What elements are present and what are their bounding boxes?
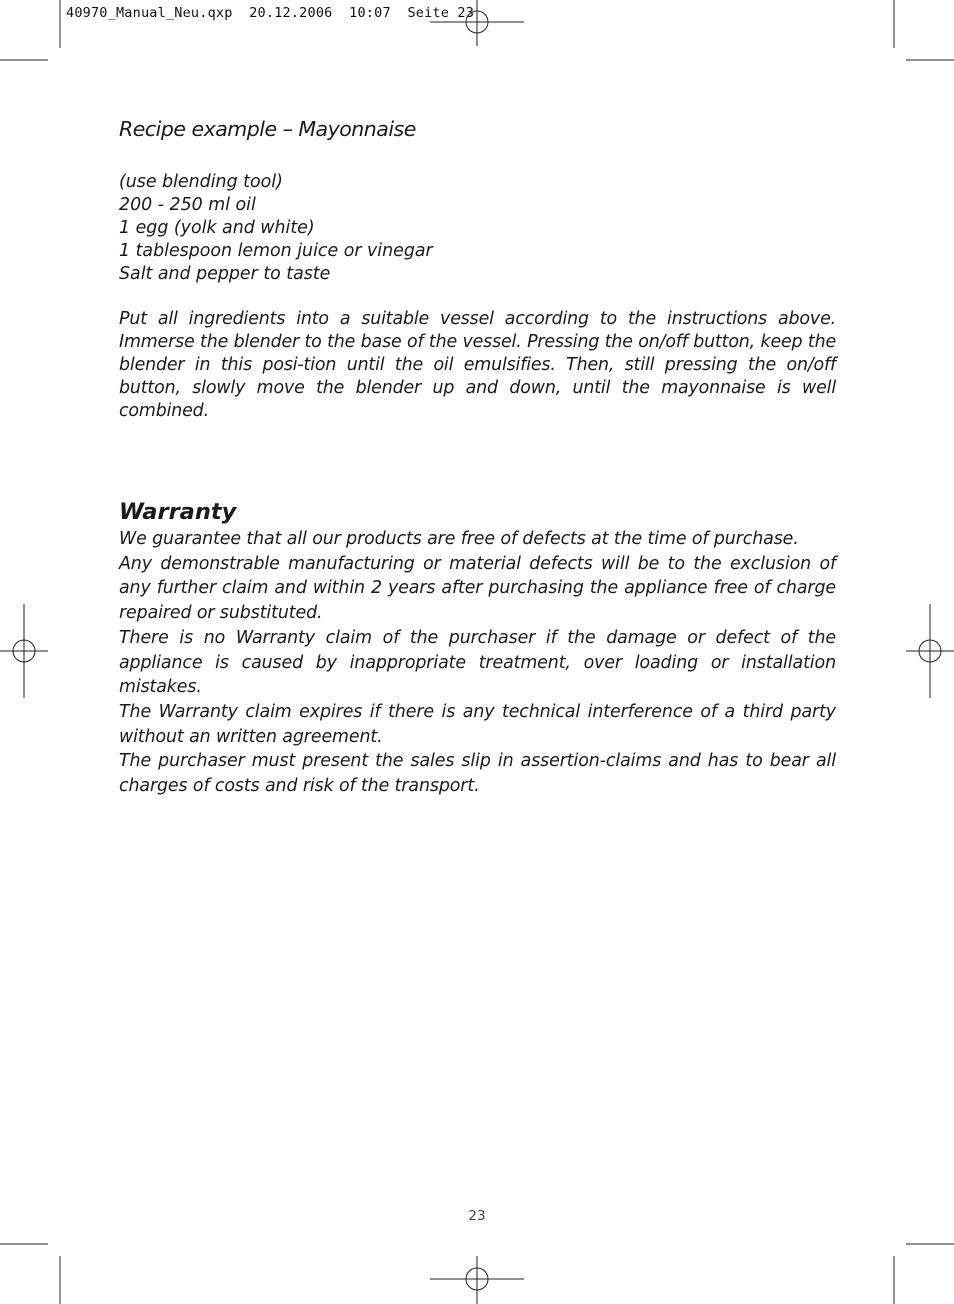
warranty-paragraph: The Warranty claim expires if there is any technical interference of a third party without an written agreement. <box>119 701 836 747</box>
registration-mark-left <box>0 604 48 698</box>
slug-file: 40970_Manual_Neu.qxp <box>66 5 233 21</box>
registration-mark-top <box>430 0 524 46</box>
registration-mark-bottom <box>430 1256 524 1304</box>
ingredient-list <box>119 171 836 286</box>
ingredient-item: (use blending tool) <box>119 172 283 192</box>
ingredient-item: 200 - 250 ml oil <box>119 195 256 215</box>
registration-mark-right <box>906 604 954 698</box>
ingredient-item: Salt and pepper to taste <box>119 264 331 284</box>
warranty-paragraph: The purchaser must present the sales slip in assertion-claims and has to bear all charges of costs and risk of the transport. <box>119 751 836 797</box>
recipe-title: Recipe example – Mayonnaise <box>119 117 416 141</box>
page-number: 23 <box>468 1208 486 1224</box>
slug-time: 10:07 <box>349 5 391 21</box>
warranty-paragraph: Any demonstrable manufacturing or material defects will be to the exclusion of any further claim and within 2 years after purchasing the appliance free of charge repaired or substituted. <box>119 553 836 624</box>
warranty-title: Warranty <box>119 499 237 525</box>
warranty-paragraph: We guarantee that all our products are free of defects at the time of purchase. <box>119 529 799 549</box>
slug-page-label: Seite 23 <box>407 5 475 21</box>
warranty-paragraph: There is no Warranty claim of the purchaser if the damage or defect of the appliance is caused by inappropriate treatment, over loading or installation mistakes. <box>119 627 836 698</box>
ingredient-item: 1 egg (yolk and white) <box>119 218 315 238</box>
ingredient-item: 1 tablespoon lemon juice or vinegar <box>119 241 433 261</box>
page-content <box>119 115 836 799</box>
recipe-instructions: Put all ingredients into a suitable vessel according to the instructions above. Immerse the blender to the base of the vessel. Pressing the on/off button, keep the blender in this posi-tion until the oil emulsifies. Then, still pressing the on/off button, slowly move the blender up and down, until the mayonnaise is well combined. <box>119 309 836 421</box>
slug-date: 20.12.2006 <box>249 5 333 21</box>
